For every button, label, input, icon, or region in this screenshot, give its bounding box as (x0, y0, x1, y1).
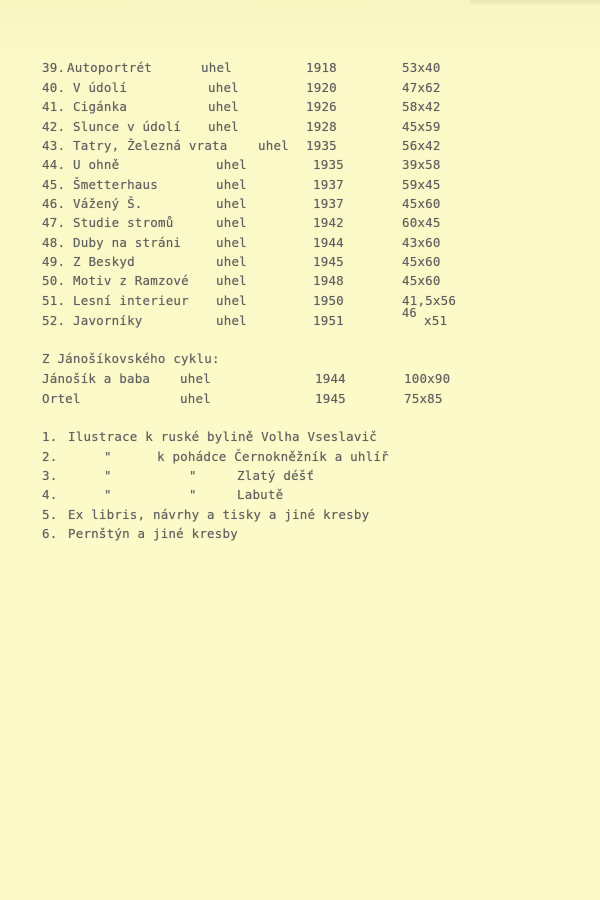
work-size: 45x60 (402, 273, 441, 288)
cycle-item-year: 1945 (315, 391, 346, 406)
work-medium: uhel (216, 157, 247, 172)
other-text: k pohádce Černokněžník a uhlíř (157, 449, 389, 464)
work-title: Motiv z Ramzové (73, 273, 189, 288)
work-number: 49. (42, 254, 66, 269)
work-year: 1935 (306, 138, 337, 153)
work-title: Duby na stráni (73, 235, 182, 250)
ditto-mark: " (104, 449, 112, 464)
cycle-item-medium: uhel (180, 391, 211, 406)
other-number: 3. (42, 468, 58, 483)
work-title: Tatry, Železná vrata (73, 138, 228, 153)
work-medium: uhel (208, 99, 239, 114)
work-year: 1948 (313, 273, 344, 288)
work-size: x51 (424, 313, 448, 328)
cycle-item-size: 75x85 (404, 391, 443, 406)
work-number: 52. (42, 313, 66, 328)
work-medium: uhel (216, 293, 247, 308)
cycle-item-year: 1944 (315, 371, 346, 386)
ditto-mark: " (189, 468, 197, 483)
other-text: Ilustrace k ruské bylině Volha Vseslavič (68, 429, 378, 444)
ditto-mark: " (189, 487, 197, 502)
work-size: 45x60 (402, 254, 441, 269)
work-number: 41. (42, 99, 66, 114)
cycle-item-medium: uhel (180, 371, 211, 386)
work-size: 43x60 (402, 235, 441, 250)
work-title: Slunce v údolí (73, 119, 182, 134)
other-number: 5. (42, 507, 58, 522)
work-number: 43. (42, 138, 66, 153)
work-year: 1918 (306, 60, 337, 75)
work-size: 60x45 (402, 215, 441, 230)
work-number: 40. (42, 80, 66, 95)
ditto-mark: " (104, 468, 112, 483)
work-number: 47. (42, 215, 66, 230)
work-size: 53x40 (402, 60, 441, 75)
other-number: 4. (42, 487, 58, 502)
other-number: 2. (42, 449, 58, 464)
other-text: Zlatý déšť (237, 468, 315, 483)
work-medium: uhel (258, 138, 289, 153)
work-title: Studie stromů (73, 215, 174, 230)
other-number: 1. (42, 429, 58, 444)
work-number: 48. (42, 235, 66, 250)
work-year: 1935 (313, 157, 344, 172)
work-medium: uhel (216, 273, 247, 288)
work-title: V údolí (73, 80, 128, 95)
work-title: Lesní interieur (73, 293, 189, 308)
work-year: 1928 (306, 119, 337, 134)
cycle-item-title: Jánošík a baba (42, 371, 151, 386)
work-size: 56x42 (402, 138, 441, 153)
work-title: Vážený Š. (73, 196, 143, 211)
cycle-item-size: 100x90 (404, 371, 451, 386)
work-year: 1937 (313, 196, 344, 211)
work-title: Javorníky (73, 313, 143, 328)
work-medium: uhel (216, 196, 247, 211)
work-medium: uhel (216, 313, 247, 328)
other-text: Pernštýn a jiné kresby (68, 526, 238, 541)
work-size: 39x58 (402, 157, 441, 172)
cycle-heading: Z Jánošíkovského cyklu: (42, 351, 220, 366)
work-number: 51. (42, 293, 66, 308)
work-title: Autoportrét (67, 60, 152, 75)
work-medium: uhel (216, 235, 247, 250)
work-number: 50. (42, 273, 66, 288)
work-year: 1950 (313, 293, 344, 308)
work-medium: uhel (216, 177, 247, 192)
work-year: 1937 (313, 177, 344, 192)
work-medium: uhel (208, 119, 239, 134)
cycle-item-title: Ortel (42, 391, 81, 406)
work-year: 1944 (313, 235, 344, 250)
work-medium: uhel (201, 60, 232, 75)
work-number: 46. (42, 196, 66, 211)
work-year: 1920 (306, 80, 337, 95)
work-number: 45. (42, 177, 66, 192)
work-medium: uhel (216, 254, 247, 269)
work-number: 44. (42, 157, 66, 172)
paper-edge-shadow (470, 0, 600, 6)
work-title: Šmetterhaus (73, 177, 158, 192)
work-year: 1951 (313, 313, 344, 328)
work-title: Cigánka (73, 99, 128, 114)
work-medium: uhel (208, 80, 239, 95)
work-year: 1942 (313, 215, 344, 230)
other-text: Labutě (237, 487, 284, 502)
work-title: Z Beskyd (73, 254, 135, 269)
work-medium: uhel (216, 215, 247, 230)
work-size: 41,5x56 (402, 293, 457, 308)
work-year: 1926 (306, 99, 337, 114)
work-size: 58x42 (402, 99, 441, 114)
work-size: 59x45 (402, 177, 441, 192)
work-year: 1945 (313, 254, 344, 269)
work-title: U ohně (73, 157, 120, 172)
work-number: 39. (42, 60, 66, 75)
ditto-mark: " (104, 487, 112, 502)
other-text: Ex libris, návrhy a tisky a jiné kresby (68, 507, 370, 522)
work-size-superscript: 46 (402, 306, 417, 320)
work-size: 47x62 (402, 80, 441, 95)
work-size: 45x60 (402, 196, 441, 211)
work-number: 42. (42, 119, 66, 134)
work-size: 45x59 (402, 119, 441, 134)
other-number: 6. (42, 526, 58, 541)
